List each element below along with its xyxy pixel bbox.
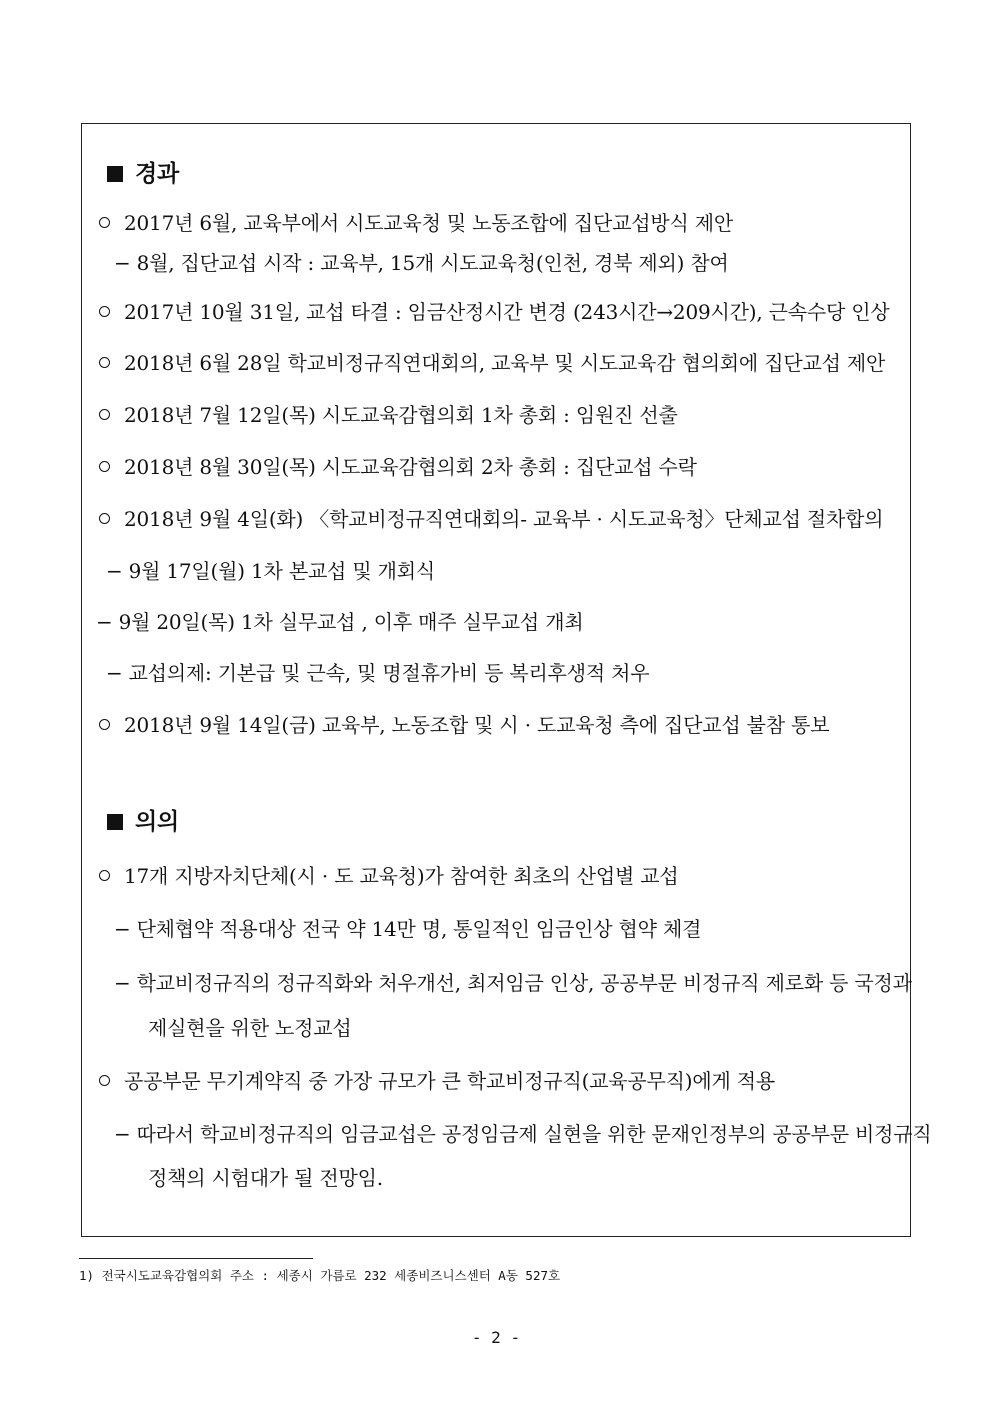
dash-bullet-icon: − xyxy=(114,251,131,275)
section-heading-progress xyxy=(107,162,179,186)
black-square-icon xyxy=(107,166,123,182)
circle-bullet-icon xyxy=(99,357,110,368)
list-item: 2017년 6월, 교육부에서 시도교육청 및 노동조합에 집단교섭방식 제안 xyxy=(99,211,733,235)
list-item: − 9월 17일(월) 1차 본교섭 및 개회식 xyxy=(106,559,435,583)
list-item: 공공부문 무기계약직 중 가장 규모가 큰 학교비정규직(교육공무직)에게 적용 xyxy=(99,1069,775,1093)
dash-bullet-icon: − xyxy=(106,559,123,583)
dash-bullet-icon: − xyxy=(114,1122,131,1146)
list-item-continuation: 정책의 시험대가 될 전망임. xyxy=(148,1166,383,1190)
circle-bullet-icon xyxy=(99,870,110,881)
circle-bullet-icon xyxy=(99,513,110,524)
circle-bullet-icon xyxy=(99,409,110,420)
list-item: 2018년 6월 28일 학교비정규직연대회의, 교육부 및 시도교육감 협의회에 집단교섭 제안 xyxy=(99,351,885,375)
list-item: − 단체협약 적용대상 전국 약 14만 명, 통일적인 임금인상 협약 체결 xyxy=(114,917,702,941)
section-heading-significance xyxy=(107,810,179,834)
list-item: 2018년 8월 30일(목) 시도교육감협의회 2차 총회 : 집단교섭 수락 xyxy=(99,455,697,479)
black-square-icon xyxy=(107,814,123,830)
circle-bullet-icon xyxy=(99,719,110,730)
list-item: 17개 지방자치단체(시 · 도 교육청)가 참여한 최초의 산업별 교섭 xyxy=(99,864,679,888)
circle-bullet-icon xyxy=(99,1075,110,1086)
dash-bullet-icon: − xyxy=(106,661,123,685)
footnote-divider xyxy=(79,1258,313,1259)
list-item-continuation: 제실현을 위한 노정교섭 xyxy=(148,1016,352,1040)
circle-bullet-icon xyxy=(99,461,110,472)
list-item: 2018년 7월 12일(목) 시도교육감협의회 1차 총회 : 임원진 선출 xyxy=(99,403,678,427)
dash-bullet-icon: − xyxy=(114,971,131,995)
page-number: - 2 - xyxy=(471,1328,521,1347)
list-item: − 8월, 집단교섭 시작 : 교육부, 15개 시도교육청(인천, 경북 제외) 참여 xyxy=(114,251,729,275)
dash-bullet-icon: − xyxy=(114,917,131,941)
list-item: 2017년 10월 31일, 교섭 타결 : 임금산정시간 변경 (243시간→209시간), 근속수당 인상 xyxy=(99,300,890,324)
section-title: 의의 xyxy=(135,808,180,835)
footnote: 1) 전국시도교육감협의회 주소 : 세종시 가름로 232 세종비즈니스센터 A동 527호 xyxy=(79,1268,561,1283)
list-item: 2018년 9월 4일(화) 〈학교비정규직연대회의- 교육부 · 시도교육청〉단체교섭 절차합의 xyxy=(99,507,883,531)
dash-bullet-icon: − xyxy=(96,610,113,634)
list-item: − 학교비정규직의 정규직화와 처우개선, 최저임금 인상, 공공부문 비정규직 제로화 등 국정과 xyxy=(114,971,912,995)
list-item: − 9월 20일(목) 1차 실무교섭 , 이후 매주 실무교섭 개최 xyxy=(96,610,584,634)
list-item: − 교섭의제: 기본급 및 근속, 및 명절휴가비 등 복리후생적 처우 xyxy=(106,661,650,685)
section-title: 경과 xyxy=(135,160,180,187)
circle-bullet-icon xyxy=(99,217,110,228)
list-item: − 따라서 학교비정규직의 임금교섭은 공정임금제 실현을 위한 문재인정부의 공공부문 비정규직 xyxy=(114,1122,932,1146)
circle-bullet-icon xyxy=(99,306,110,317)
list-item: 2018년 9월 14일(금) 교육부, 노동조합 및 시 · 도교육청 측에 집단교섭 불참 통보 xyxy=(99,713,829,737)
